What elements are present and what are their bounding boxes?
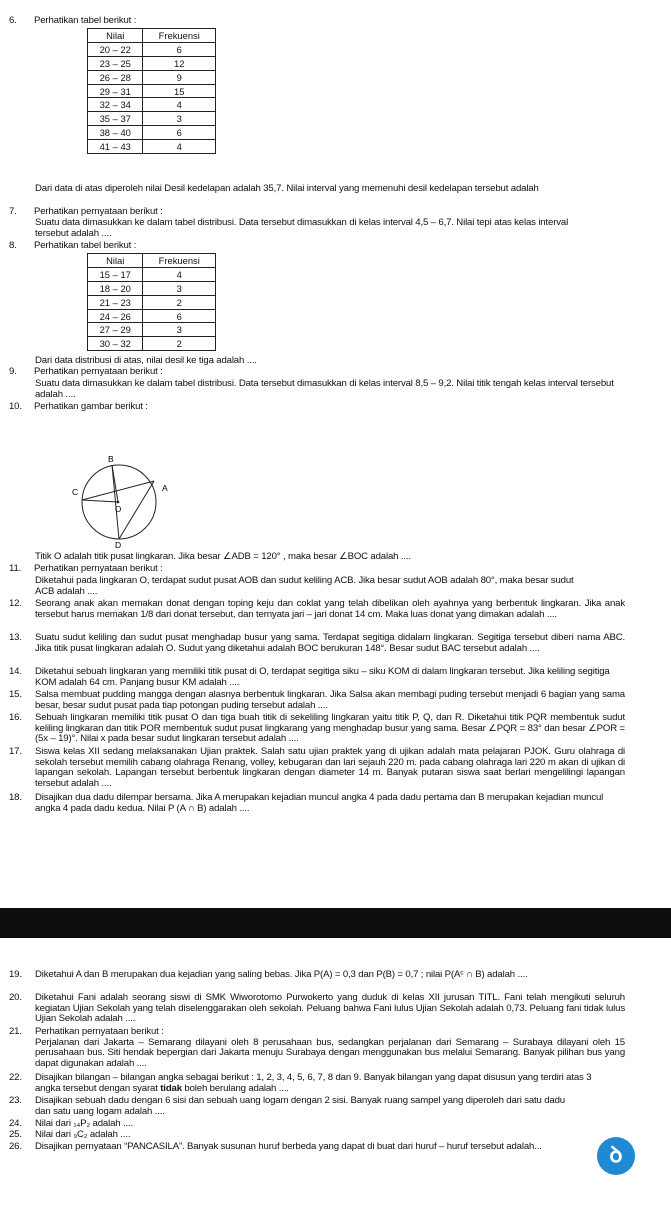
label-o: O [115, 505, 122, 514]
table-cell: 30 – 32 [88, 337, 143, 351]
question-number: 10. [9, 401, 22, 412]
table-cell: 20 – 22 [88, 42, 143, 56]
table-cell: 4 [143, 98, 216, 112]
question-text: Diketahui pada lingkaran O, terdapat sudut pusat AOB dan sudut keliling ACB. Jika besar sudut AOB adalah 80°, maka besar sudut ACB adalah .... [35, 575, 574, 597]
table-row [88, 126, 216, 140]
table-header: Nilai [88, 254, 143, 268]
question-text: Disajikan dua dadu dilempar bersama. Jika A merupakan kejadian muncul angka 4 pada dadu pertama dan B merupakan kejadian muncul angka 4 pada dadu kedua. Nilai P (A ∩ B) adalah .... [35, 792, 604, 814]
question-text: Titik O adalah titik pusat lingkaran. Jika besar ∠ADB = 120° , maka besar ∠BOC adalah .... [35, 551, 411, 562]
table-row [88, 98, 216, 112]
frequency-table-q6 [87, 28, 216, 154]
table-header: Nilai [88, 29, 143, 43]
question-number: 12. [9, 598, 22, 609]
question-intro: Perhatikan tabel berikut : [34, 15, 137, 26]
question-text: Diketahui Fani adalah seorang siswi di SMK Wiworotomo Purwokerto yang duduk di kelas XII jurusan TITL. Fani telah mengikuti seluruh kegiatan Ujian Sekolah yang telah diselenggarakan oleh sekolah. Peluang bahwa Fani lulus Ujian Sekolah adalah 0,73. Peluang fani tidak lulus Ujian Sekolah adalah .... [35, 992, 625, 1025]
question-26 [9, 1142, 609, 1153]
question-19 [9, 970, 639, 981]
table-row [88, 267, 216, 281]
app-badge-icon[interactable] [597, 1137, 635, 1175]
question-number: 21. [9, 1026, 22, 1037]
question-17 [9, 747, 625, 789]
table-cell: 32 – 34 [88, 98, 143, 112]
table-row [88, 309, 216, 323]
question-16 [9, 713, 625, 745]
question-18 [9, 793, 625, 814]
question-number: 11. [9, 563, 22, 574]
question-number: 8. [9, 240, 17, 251]
table-cell: 23 – 25 [88, 56, 143, 70]
frequency-table-q8 [87, 253, 216, 351]
question-text: Diketahui A dan B merupakan dua kejadian yang saling bebas. Jika P(A) = 0,3 dan P(B) = 0,7 ; nilai P(Aᶜ ∩ B) adalah .... [35, 969, 528, 980]
table-cell: 18 – 20 [88, 281, 143, 295]
table-cell: 21 – 23 [88, 295, 143, 309]
table-cell: 15 [143, 84, 216, 98]
table-row [88, 281, 216, 295]
question-number: 24. [9, 1118, 22, 1129]
question-text: Disajikan sebuah dadu dengan 6 sisi dan sebuah uang logam dengan 2 sisi. Banyak ruang sampel yang diperoleh dari satu dadu dan satu uang logam adalah .... [35, 1095, 565, 1117]
question-text: Sebuah lingkaran memiliki titik pusat O dan tiga buah titik di sekeliling lingkaran yaitu titik P, Q, dan R. Diketahui titik PQR membentuk sudut keliling lingkaran dan titik POR membentuk sudut pusat lingkarang yang menghadap busur yang sama. Besar ∠PQR = 83° dan besar ∠POR = (5x – 19)°. Nilai x pada besar sudut lingkaran tersebut adalah .... [35, 712, 625, 745]
center-point [117, 501, 120, 504]
label-d: D [115, 540, 122, 548]
question-text: Nilai dari ₁₄P₂ adalah .... [35, 1118, 134, 1129]
question-text: Dari data di atas diperoleh nilai Desil kedelapan adalah 35,7. Nilai interval yang memenuhi desil kedelapan tersebut adalah [35, 183, 539, 194]
question-text: Siswa kelas XII sedang melaksanakan Ujian praktek. Salah satu ujian praktek yang di ujikan adalah mata pelajaran PJOK. Guru olahraga di sekolah tersebut memilih cabang olahraga Renang, volley, kebugaran dan lari sejauh 220 m. pada cabang olahraga lari 220 m akan di ujikan di lapangan sekolah. Lapangan tersebut berbentuk lingkaran dengan diameter 14 m. Banyak putaran siswa saat berlari mengelilingi lapangan tersebut adalah .... [35, 746, 625, 789]
question-number: 14. [9, 666, 22, 677]
label-b: B [108, 454, 114, 464]
question-text: Salsa membuat pudding mangga dengan alasnya berbentuk lingkaran. Jika Salsa akan membagi puding tersebut menjadi 6 bagian yang sama besar, besar sudut pusat pada tiap potongan puding tersebut adalah .... [35, 689, 625, 711]
question-23 [9, 1096, 569, 1117]
question-12 [9, 599, 625, 620]
table-cell: 6 [143, 126, 216, 140]
question-number: 6. [9, 15, 17, 26]
worksheet-page-bottom [0, 938, 671, 1211]
question-text [35, 1073, 615, 1094]
question-text: Perjalanan dari Jakarta – Semarang dilayani oleh 8 perusahaan bus, sedangkan perjalanan dari Semarang – Surabaya dilayani oleh 15 perusahaan bus. Siti hendak bepergian dari Jakarta menuju Surabaya dengan menggunakan bus melalui Semarang. Banyak pilihan bus yang dapat digunakan adalah .... [35, 1036, 625, 1069]
question-24 [9, 1119, 569, 1130]
question-number: 25. [9, 1129, 22, 1140]
table-cell: 15 – 17 [88, 267, 143, 281]
page-separator [0, 908, 671, 938]
label-c: C [72, 487, 79, 497]
question-text: Dari data distribusi di atas, nilai desil ke tiga adalah .... [35, 355, 257, 366]
question-text-b: boleh berulang adalah .... [181, 1082, 289, 1094]
question-number: 26. [9, 1141, 22, 1152]
question-intro: Perhatikan tabel berikut : [34, 240, 137, 251]
question-number: 16. [9, 712, 22, 723]
question-13 [9, 633, 625, 654]
question-text: Nilai dari ₉C₂ adalah .... [35, 1129, 131, 1140]
table-cell: 4 [143, 140, 216, 154]
question-20 [9, 993, 625, 1025]
table-cell: 12 [143, 56, 216, 70]
table-header: Frekuensi [143, 29, 216, 43]
question-number: 17. [9, 746, 22, 757]
radius-oc [82, 500, 118, 502]
table-cell: 29 – 31 [88, 84, 143, 98]
question-intro: Perhatikan pernyataan berikut : [35, 1026, 164, 1037]
table-row [88, 70, 216, 84]
table-cell: 9 [143, 70, 216, 84]
table-cell: 38 – 40 [88, 126, 143, 140]
question-number: 7. [9, 206, 17, 217]
table-row [88, 42, 216, 56]
question-text: Suatu data dimasukkan ke dalam tabel distribusi. Data tersebut dimasukkan di kelas interval 8,5 – 9,2. Nilai titik tengah kelas interval tersebut adalah .... [35, 378, 614, 400]
question-number: 20. [9, 992, 22, 1003]
question-intro: Perhatikan pernyataan berikut : [34, 563, 163, 574]
question-text-a: Disajikan bilangan – bilangan angka sebagai berikut : 1, 2, 3, 4, 5, 6, 7, 8 dan 9. Banyak bilangan yang dapat disusun yang terdiri atas 3 angka tersebut dengan syarat [35, 1072, 592, 1094]
question-21 [9, 1027, 625, 1069]
question-intro: Perhatikan pernyataan berikut : [34, 366, 163, 377]
question-text-emphasis: tidak [160, 1082, 182, 1094]
table-cell: 4 [143, 267, 216, 281]
question-number: 18. [9, 792, 22, 803]
table-row [88, 140, 216, 154]
table-cell: 24 – 26 [88, 309, 143, 323]
question-number: 15. [9, 689, 22, 700]
table-cell: 35 – 37 [88, 112, 143, 126]
table-row [88, 337, 216, 351]
label-a: A [162, 483, 168, 493]
chord-ca [82, 481, 154, 500]
question-text: Suatu sudut keliling dan sudut pusat menghadap busur yang sama. Terdapat segitiga didalam lingkaran. Segitiga tersebut diberi nama ABC. Jika titik pusat lingkaran adalah O. Sudut yang diketahui adalah BOC berukuran 148°. Besar sudut BAC tersebut adalah .... [35, 632, 625, 654]
question-25 [9, 1130, 569, 1141]
table-cell: 27 – 29 [88, 323, 143, 337]
table-row [88, 112, 216, 126]
chord-ad [119, 481, 154, 539]
badge-glyph: ꝺ [609, 1142, 623, 1168]
table-cell: 6 [143, 42, 216, 56]
table-cell: 41 – 43 [88, 140, 143, 154]
table-cell: 2 [143, 337, 216, 351]
table-row [88, 84, 216, 98]
table-cell: 26 – 28 [88, 70, 143, 84]
table-cell: 3 [143, 323, 216, 337]
question-15 [9, 690, 625, 711]
question-number: 13. [9, 632, 22, 643]
table-row [88, 295, 216, 309]
question-text: Diketahui sebuah lingkaran yang memiliki titik pusat di O, terdapat segitiga siku – siku KOM di dalam lingkaran tersebut. Jika keliling segitiga KOM adalah 64 cm. Panjang busur KM adalah .... [35, 666, 610, 688]
question-number: 19. [9, 969, 22, 980]
circle-diagram [70, 448, 180, 548]
question-number: 22. [9, 1072, 22, 1083]
question-text: Seorang anak akan memakan donat dengan toping keju dan coklat yang telah dibelikan oleh ayahnya yang berbentuk lingkaran. Jika anak tersebut harus memakan 1/8 dari donat tersebut, dan ternyata jari – jari donat 14 cm. Maka luas donat yang dimakan adalah .... [35, 598, 625, 620]
table-cell: 3 [143, 112, 216, 126]
question-text: Disajikan pernyataan “PANCASILA”. Banyak susunan huruf berbeda yang dapat di buat dari huruf – huruf tersebut adalah... [35, 1141, 542, 1152]
question-text: Suatu data dimasukkan ke dalam tabel distribusi. Data tersebut dimasukkan di kelas interval 4,5 – 6,7. Nilai tepi atas kelas interval tersebut adalah .... [35, 217, 569, 239]
table-cell: 6 [143, 309, 216, 323]
table-cell: 3 [143, 281, 216, 295]
question-intro: Perhatikan gambar berikut : [34, 401, 148, 412]
table-row [88, 323, 216, 337]
question-22 [9, 1073, 615, 1094]
question-number: 23. [9, 1095, 22, 1106]
table-header: Frekuensi [143, 254, 216, 268]
table-cell: 2 [143, 295, 216, 309]
question-number: 9. [9, 366, 17, 377]
question-14 [9, 667, 625, 688]
table-row [88, 56, 216, 70]
question-intro: Perhatikan pernyataan berikut : [34, 206, 163, 217]
